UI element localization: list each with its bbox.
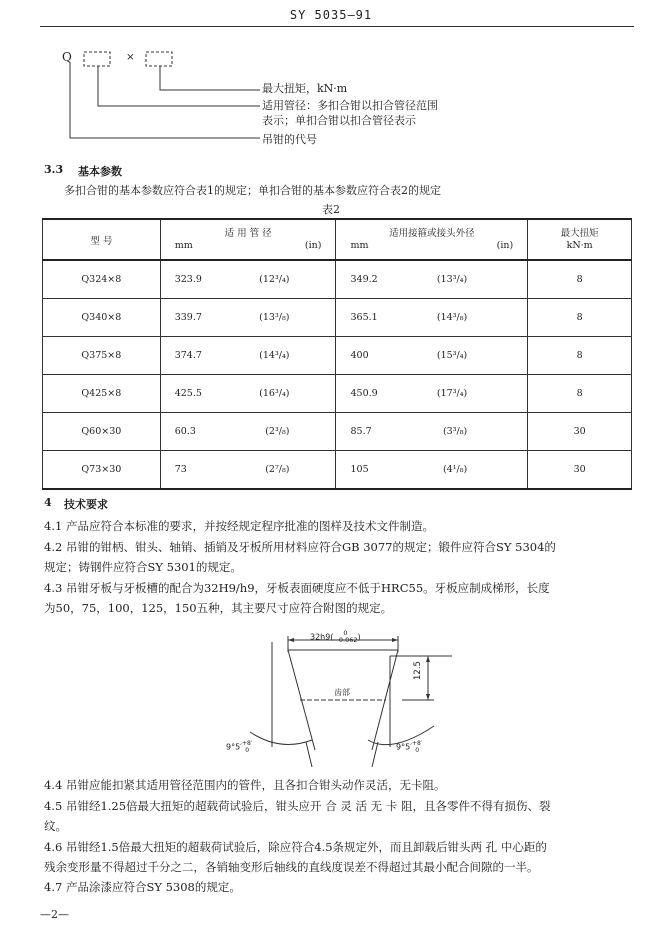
figure-height-dimension: 12.5 [413, 661, 423, 680]
label-code: 吊钳的代号 [262, 133, 317, 146]
cell-model: Q324×8 [43, 260, 161, 299]
paragraph-4-3a: 4.3 吊钳牙板与牙板槽的配合为32H9/h9，牙板表面硬度应不低于HRC55。牙板应制成梯形，长度 [44, 581, 550, 595]
cell-pipe: 73 (2⁷/₈) [160, 451, 336, 490]
section-4-title: 技术要求 [64, 498, 108, 511]
table-row [43, 375, 632, 413]
label-pipe-range: 适用管径：多扣合钳以扣合管径范围 [262, 99, 438, 112]
parameter-table [42, 218, 632, 490]
notation-prefix: Q [62, 50, 72, 64]
paragraph-4-6a: 4.6 吊钳经1.5倍最大扭矩的超载荷试验后，除应符合4.5条规定外，而且卸载后钳头两 孔 中心距的 [44, 840, 547, 854]
table-row [43, 413, 632, 451]
cell-torque: 8 [528, 337, 632, 375]
figure-angle-left: 9°5′+8′ 0 [226, 740, 253, 754]
table-row [43, 451, 632, 490]
section-3-3-title: 基本参数 [78, 165, 122, 178]
cell-coupling: 450.9 (17³/₄) [336, 375, 528, 413]
cell-torque: 8 [528, 375, 632, 413]
figure-angle-right: 9°5′+8′ 0 [396, 740, 423, 754]
cell-pipe: 339.7 (13³/₈) [160, 299, 336, 337]
cell-coupling: 85.7 (3³/₈) [336, 413, 528, 451]
cell-torque: 8 [528, 260, 632, 299]
notation-times: × [126, 51, 135, 63]
header-coupling: 适用接箍或接头外径 mm (in) [336, 219, 528, 260]
figure-teeth-label: 齿部 [334, 688, 350, 697]
paragraph-4-6b: 残余变形量不得超过千分之二，各销轴变形后轴线的直线度误差不得超过其最小配合间隙的一半。 [44, 860, 539, 874]
document-code: SY 5035—91 [289, 8, 373, 22]
cell-pipe: 323.9 (12³/₄) [160, 260, 336, 299]
label-torque: 最大扭矩，kN·m [262, 82, 348, 95]
header-model: 型 号 [43, 219, 161, 260]
cell-torque: 30 [528, 451, 632, 490]
header-pipe: 适 用 管 径 mm (in) [160, 219, 336, 260]
cell-model: Q60×30 [43, 413, 161, 451]
figure-width-dimension: 32h9( 0 −0.062) [310, 629, 361, 644]
cell-pipe: 374.7 (14³/₄) [160, 337, 336, 375]
cell-coupling: 365.1 (14³/₈) [336, 299, 528, 337]
table-header-row [43, 219, 632, 260]
header-torque: 最大扭矩 kN·m [528, 219, 632, 260]
table-row [43, 337, 632, 375]
cell-model: Q425×8 [43, 375, 161, 413]
section-4-num: 4 [44, 496, 52, 509]
label-pipe-single: 表示；单扣合钳以扣合管径表示 [262, 114, 416, 127]
paragraph-4-2b: 规定；铸钢件应符合SY 5301的规定。 [44, 560, 242, 574]
cell-torque: 30 [528, 413, 632, 451]
paragraph-4-2a: 4.2 吊钳的钳柄、钳头、轴销、插销及牙板所用材料应符合GB 3077的规定；锻件应符合SY 5304的 [44, 540, 556, 554]
table-row [43, 260, 632, 299]
cell-torque: 8 [528, 299, 632, 337]
table-row [43, 299, 632, 337]
cell-pipe: 425.5 (16³/₄) [160, 375, 336, 413]
paragraph-4-5b: 纹。 [44, 819, 67, 833]
cell-coupling: 400 (15³/₄) [336, 337, 528, 375]
paragraph-4-7: 4.7 产品涂漆应符合SY 5308的规定。 [44, 880, 241, 894]
section-3-3-text: 多扣合钳的基本参数应符合表1的规定；单扣合钳的基本参数应符合表2的规定 [64, 184, 441, 197]
paragraph-4-3b: 为50，75，100，125，150五种，其主要尺寸应符合附图的规定。 [44, 601, 393, 615]
cell-pipe: 60.3 (2³/₈) [160, 413, 336, 451]
cell-model: Q73×30 [43, 451, 161, 490]
paragraph-4-4: 4.4 吊钳应能扣紧其适用管径范围内的管件，且各扣合钳头动作灵活，无卡阻。 [44, 778, 446, 792]
paragraph-4-5a: 4.5 吊钳经1.25倍最大扭矩的超载荷试验后，钳头应开 合 灵 活 无 卡 阻，且各零件不得有损伤、裂 [44, 799, 551, 813]
cell-model: Q375×8 [43, 337, 161, 375]
cell-coupling: 105 (4¹/₈) [336, 451, 528, 490]
table-caption: 表2 [322, 203, 340, 216]
page-number: —2— [40, 908, 69, 921]
cell-model: Q340×8 [43, 299, 161, 337]
cell-coupling: 349.2 (13³/₄) [336, 260, 528, 299]
section-3-3-num: 3.3 [44, 163, 64, 176]
header-rule [40, 26, 634, 27]
paragraph-4-1: 4.1 产品应符合本标准的要求，并按经规定程序批准的图样及技术文件制造。 [44, 519, 434, 533]
